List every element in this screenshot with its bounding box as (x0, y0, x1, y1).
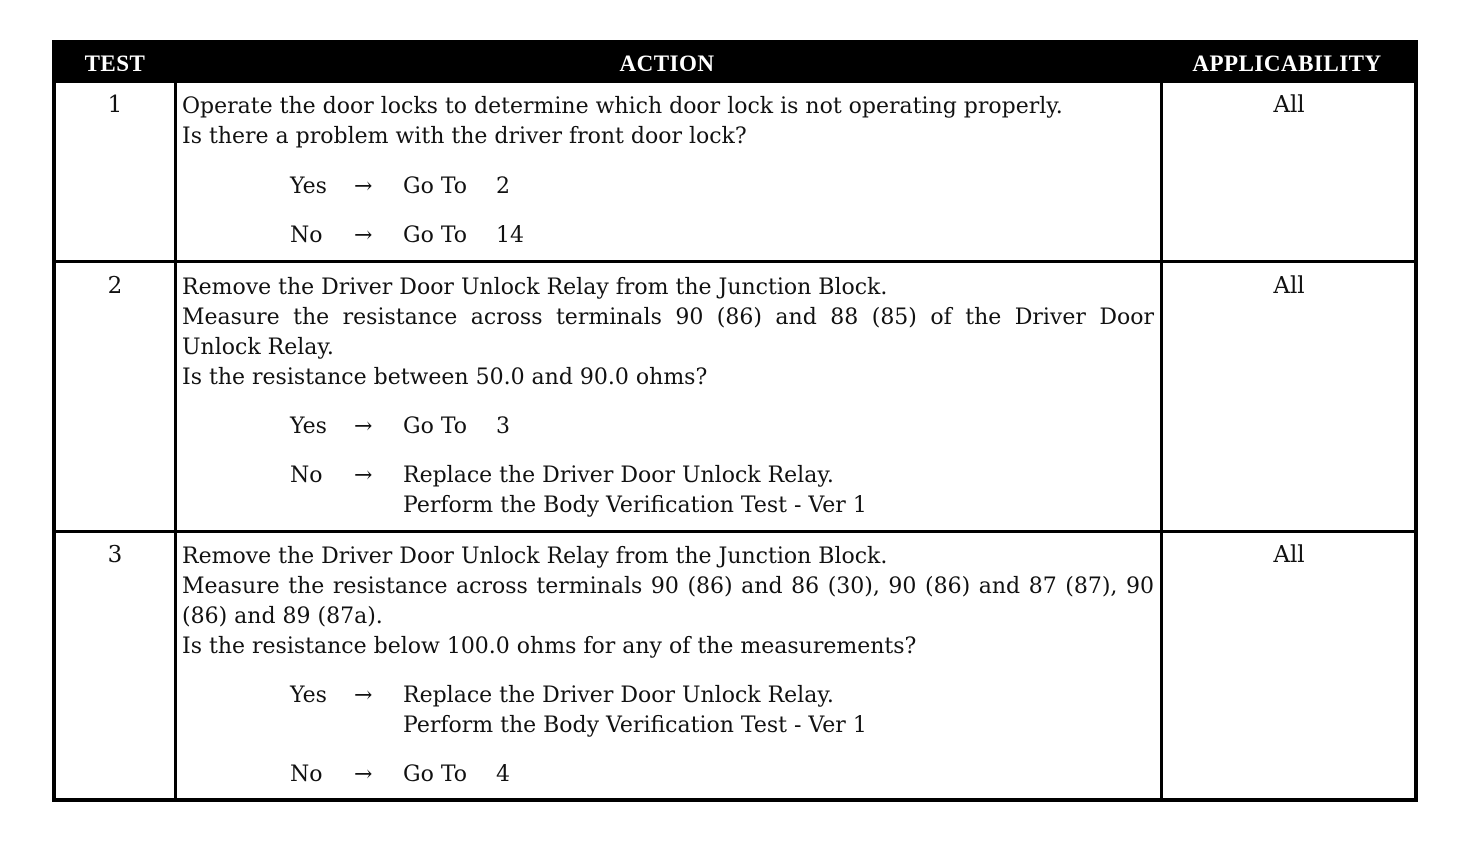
action-text (182, 92, 1154, 152)
arrow-right-icon: → (354, 762, 373, 787)
table-header (56, 44, 1414, 83)
applicability-value: All (1273, 542, 1305, 568)
goto-target: 3 (496, 414, 510, 439)
row-divider (56, 260, 1414, 263)
no-label: No (290, 463, 323, 488)
header-action: ACTION (619, 51, 715, 76)
goto-target: 2 (496, 174, 510, 199)
yes-result-line: Perform the Body Verification Test - Ver 1 (403, 713, 867, 738)
goto-target: 14 (496, 223, 524, 248)
applicability-value: All (1273, 92, 1305, 118)
action-line: Remove the Driver Door Unlock Relay from the Junction Block. (182, 544, 888, 569)
column-divider (1160, 83, 1163, 798)
diagnostic-table (52, 40, 1418, 802)
no-label: No (290, 762, 323, 787)
goto-label: Go To (403, 762, 468, 787)
action-line: Operate the door locks to determine which door lock is not operating properly. (182, 94, 1063, 119)
yes-label: Yes (290, 683, 327, 708)
goto-label: Go To (403, 174, 468, 199)
action-text (182, 273, 1154, 393)
yes-result-line: Replace the Driver Door Unlock Relay. (403, 683, 834, 708)
applicability-value: All (1273, 273, 1305, 299)
action-line: Is there a problem with the driver front door lock? (182, 124, 747, 149)
arrow-right-icon: → (354, 463, 373, 488)
action-line: Remove the Driver Door Unlock Relay from the Junction Block. (182, 275, 888, 300)
arrow-right-icon: → (354, 174, 373, 199)
goto-label: Go To (403, 414, 468, 439)
row-divider (56, 530, 1414, 533)
arrow-right-icon: → (354, 683, 373, 708)
test-number: 2 (107, 273, 123, 299)
test-number: 3 (107, 542, 123, 568)
test-number: 1 (107, 92, 123, 118)
header-test: TEST (84, 51, 146, 76)
arrow-right-icon: → (354, 223, 373, 248)
header-applicability: APPLICABILITY (1192, 51, 1382, 76)
action-line: Is the resistance below 100.0 ohms for any of the measurements? (182, 634, 917, 659)
yes-label: Yes (290, 174, 327, 199)
no-label: No (290, 223, 323, 248)
column-divider (174, 83, 177, 798)
goto-target: 4 (496, 762, 510, 787)
no-result-line: Replace the Driver Door Unlock Relay. (403, 463, 834, 488)
action-line: Is the resistance between 50.0 and 90.0 ohms? (182, 365, 708, 390)
arrow-right-icon: → (354, 414, 373, 439)
action-line: Measure the resistance across terminals 90 (86) and 88 (85) of the Driver Door Unlock Relay. (182, 305, 1154, 360)
action-text (182, 542, 1154, 662)
action-line: Measure the resistance across terminals 90 (86) and 86 (30), 90 (86) and 87 (87), 90 (86) and 89 (87a). (182, 574, 1154, 629)
no-result-line: Perform the Body Verification Test - Ver 1 (403, 493, 867, 518)
yes-label: Yes (290, 414, 327, 439)
goto-label: Go To (403, 223, 468, 248)
